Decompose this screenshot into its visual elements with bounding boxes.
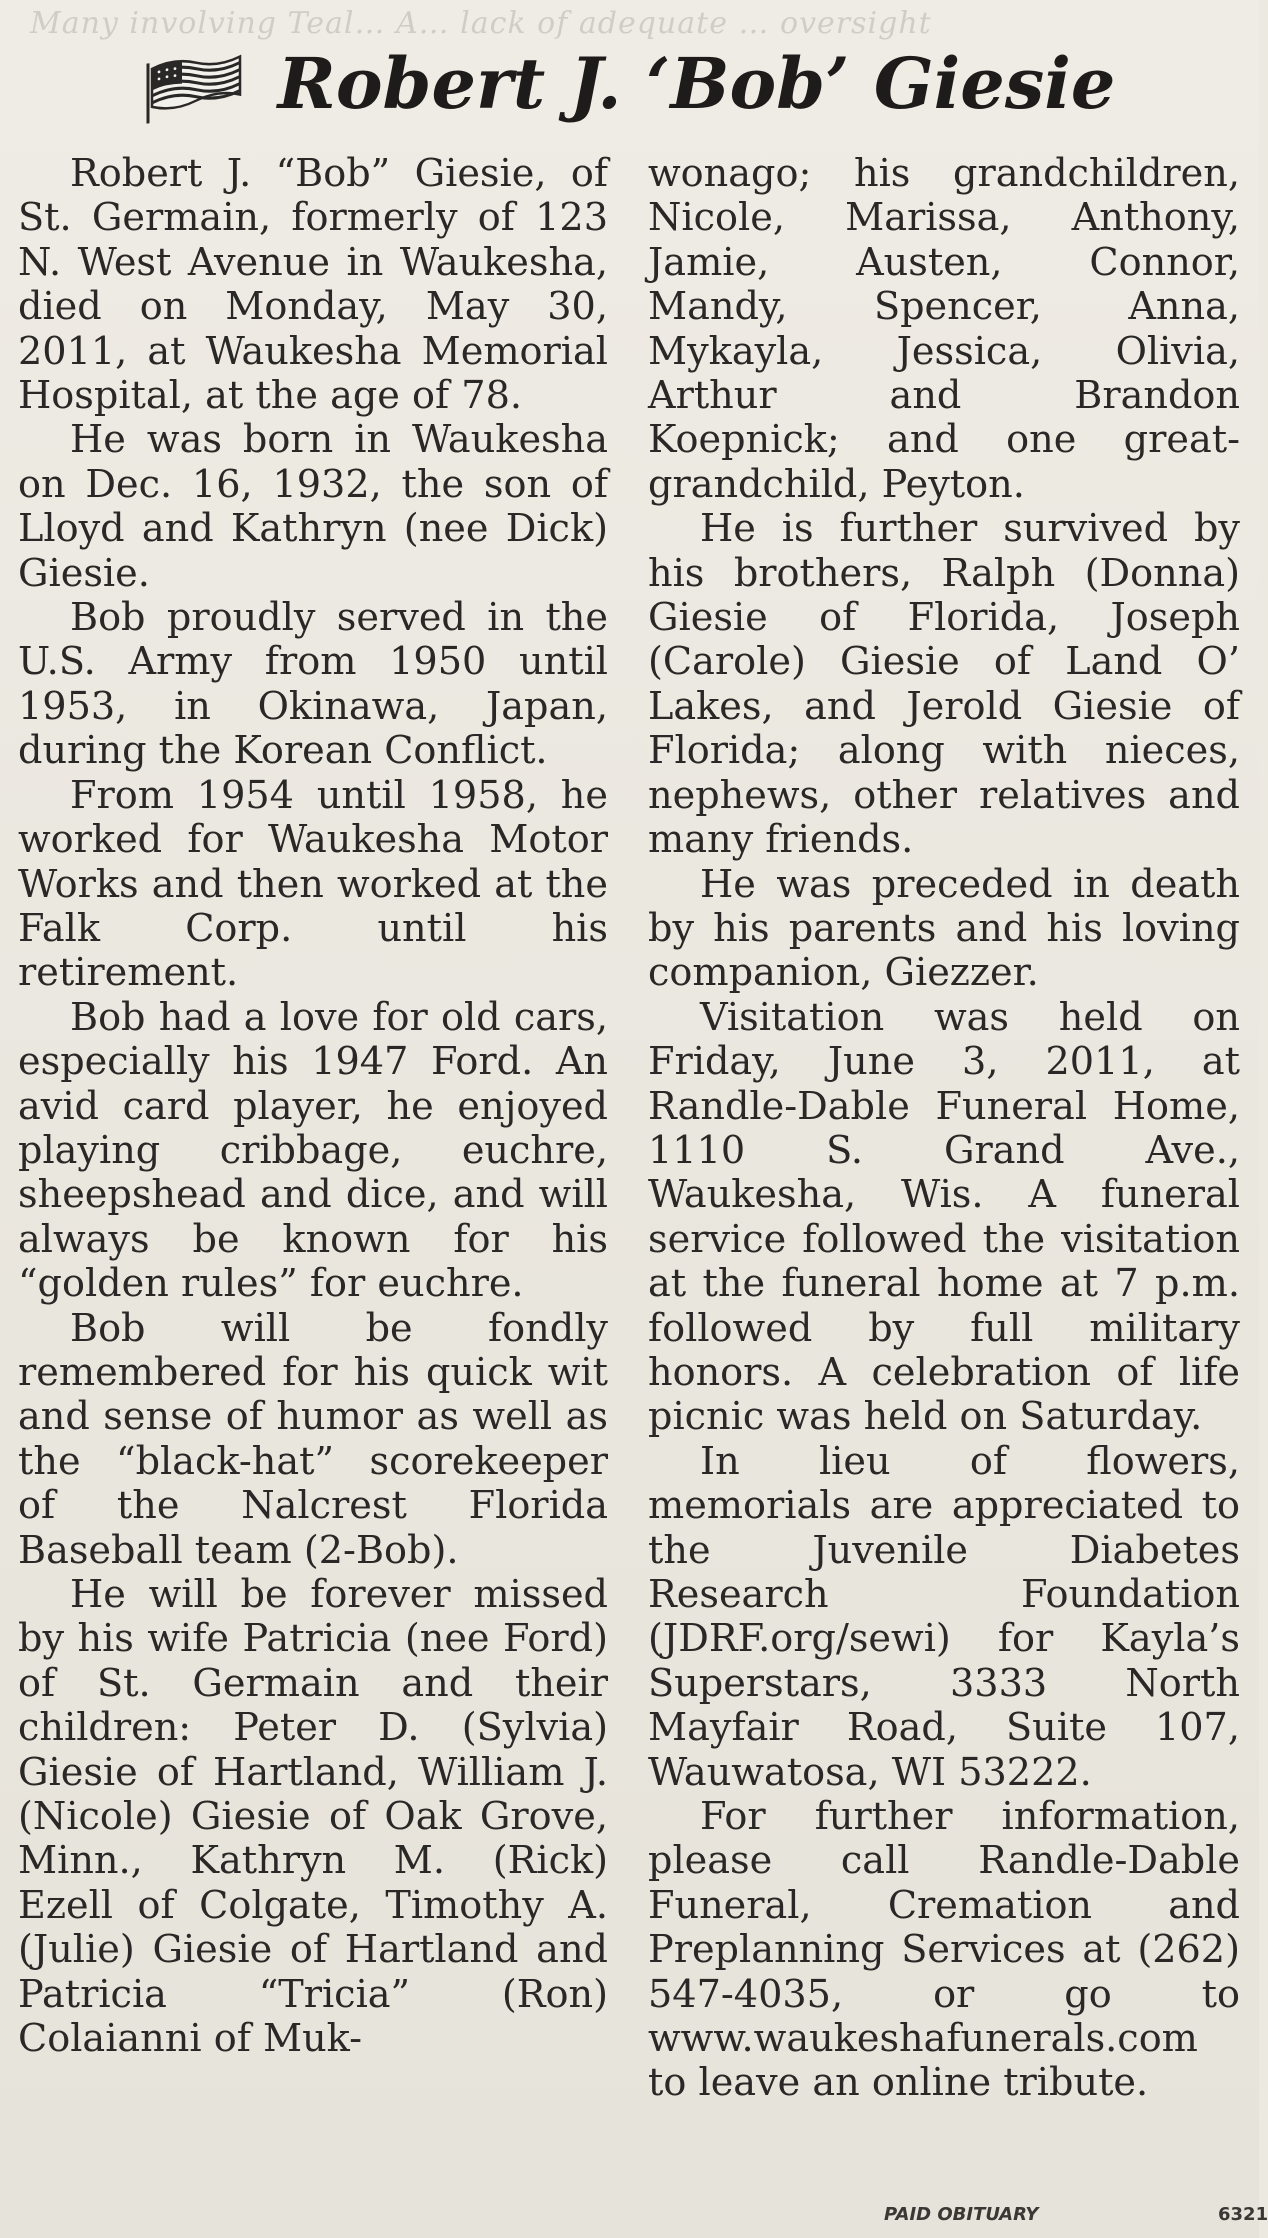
paragraph-birth: He was born in Waukesha on Dec. 16, 1932, the son of Lloyd and Kathryn (nee Dick) Giesie. (18, 418, 608, 596)
paragraph-death-notice: Robert J. “Bob” Giesie, of St. Germain, formerly of 123 N. West Avenue in Waukesha, died on Monday, May 30, 2011, at Waukesha Memorial Hospital, at the age of 78. (18, 152, 608, 419)
left-column (18, 152, 608, 2061)
paragraph-remembrance: Bob will be fondly remembered for his quick wit and sense of humor as well as the “black-hat” scorekeeper of the Nalcrest Florida Baseball team (2-Bob). (18, 1306, 608, 1573)
paragraph-memorials: In lieu of flowers, memorials are appreciated to the Juvenile Diabetes Research Foundation (JDRF.org/sewi) for Kayla’s Superstars, 3333 North Mayfair Road, Suite 107, Wauwatosa, WI 53222. (648, 1439, 1240, 1795)
ad-number: 6321 (1218, 2204, 1268, 2225)
paragraph-contact-info: For further information, please call Randle-Dable Funeral, Cremation and Preplanning Services at (262) 547-4035, or go to www.waukeshafunerals.com to leave an online tribute. (648, 1795, 1240, 2106)
obituary-header (0, 28, 1259, 138)
paragraph-visitation: Visitation was held on Friday, June 3, 2011, at Randle-Dable Funeral Home, 1110 S. Grand Ave., Waukesha, Wis. A funeral service followed the visitation at the funeral home at 7 p.m. followed by full military honors. A celebration of life picnic was held on Saturday. (648, 995, 1240, 1440)
paragraph-grandchildren: wonago; his grandchildren, Nicole, Marissa, Anthony, Jamie, Austen, Connor, Mandy, Spencer, Anna, Mykayla, Jessica, Olivia, Arthur and Brandon Koepnick; and one great-grandchild, Peyton. (648, 152, 1240, 507)
paid-obituary-tag: PAID OBITUARY (884, 2204, 1039, 2225)
obituary-title: Robert J. ‘Bob’ Giesie (277, 41, 1116, 125)
right-column (648, 152, 1240, 2106)
paragraph-survivors: He will be forever missed by his wife Patricia (nee Ford) of St. Germain and their children: Peter D. (Sylvia) Giesie of Hartland, William J. (Nicole) Giesie of Oak Grove, Minn., Kathryn M. (Rick) Ezell of Colgate, Timothy A. (Julie) Giesie of Hartland and Patricia “Tricia” (Ron) Colaianni of Muk- (18, 1573, 608, 2062)
paragraph-preceded: He was preceded in death by his parents and his loving companion, Giezzer. (648, 862, 1240, 996)
bleed-through-text: Many involving Teal… A… lack of adequate … oversight (30, 6, 932, 41)
paragraph-hobbies: Bob had a love for old cars, especially his 1947 Ford. An avid card player, he enjoyed playing cribbage, euchre, sheepshead and dice, and will always be known for his “golden rules” for euchre. (18, 995, 608, 1307)
american-flag-icon (144, 52, 244, 114)
paragraph-army-service: Bob proudly served in the U.S. Army from 1950 until 1953, in Okinawa, Japan, during the Korean Conflict. (18, 596, 608, 774)
paragraph-work-history: From 1954 until 1958, he worked for Waukesha Motor Works and then worked at the Falk Corp. until his retirement. (18, 773, 608, 996)
paragraph-siblings: He is further survived by his brothers, Ralph (Donna) Giesie of Florida, Joseph (Carole) Giesie of Land O’ Lakes, and Jerold Giesie of Florida; along with nieces, nephews, other relatives and many friends. (648, 507, 1240, 863)
